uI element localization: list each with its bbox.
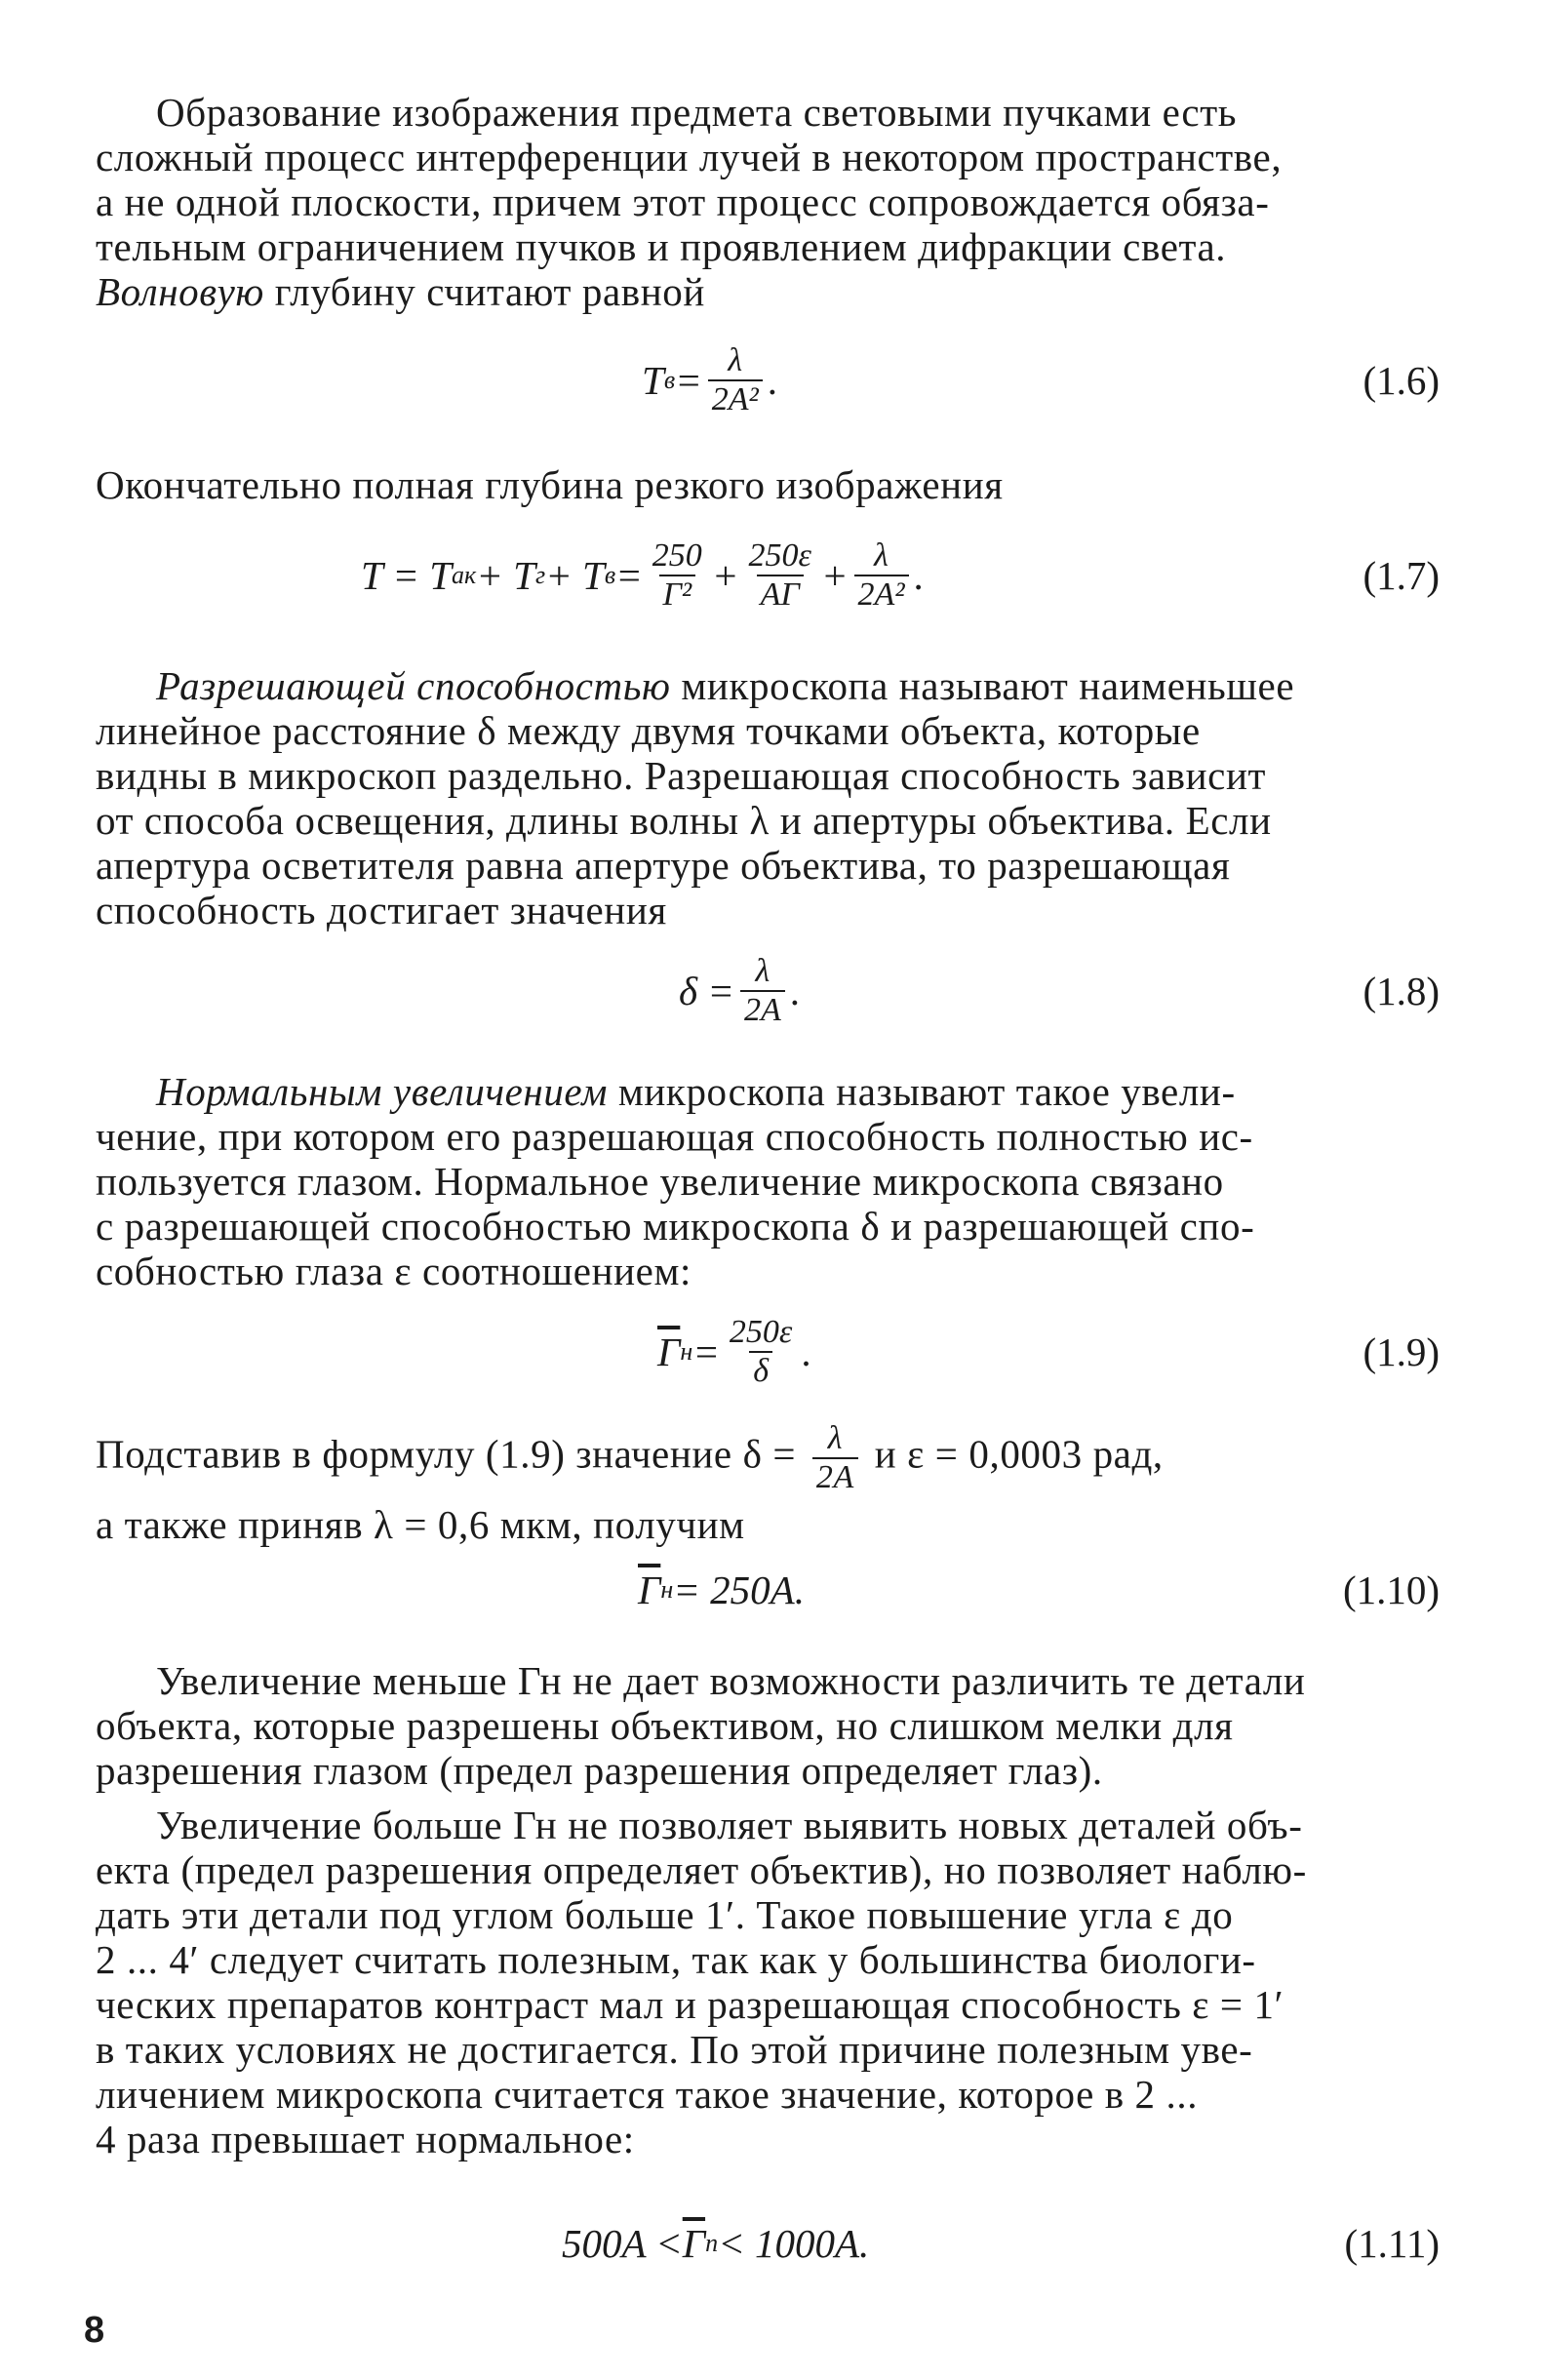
paragraph-full-depth <box>96 462 1440 507</box>
paragraph-normal-magnification <box>96 1069 1440 1293</box>
text-line: тельным ограничением пучков и проявлением дифракции света. <box>96 224 1227 269</box>
formula-punctuation: . <box>768 358 778 403</box>
text-fragment: микроскопа называют такое увели- <box>607 1069 1236 1114</box>
formula-symbol: T = T <box>361 553 453 598</box>
text-line: 4 раза превышает нормальное: <box>96 2117 635 2162</box>
text-line: Окончательно полная глубина резкого изображения <box>96 462 1004 507</box>
fraction-denominator: Г² <box>659 575 696 614</box>
fraction <box>708 342 763 418</box>
formula-symbol: + T <box>476 553 535 598</box>
text-line: Увеличение меньше Гн не дает возможности различить те детали <box>156 1658 1306 1703</box>
fraction-denominator: 2A² <box>854 575 909 614</box>
text-line: сложный процесс интерференции лучей в некотором пространстве, <box>96 135 1283 179</box>
text-line: в таких условиях не достигается. По этой причине полезным уве- <box>96 2027 1253 2072</box>
text-line: собностью глаза ε соотношением: <box>96 1249 692 1293</box>
equation-number: (1.9) <box>1363 1329 1440 1374</box>
formula-subscript: ак <box>452 561 477 589</box>
formula-operator: + <box>711 553 739 598</box>
formula-symbol: + T <box>545 553 605 598</box>
text-fragment: и ε = 0,0003 рад, <box>863 1431 1164 1477</box>
text-line: с разрешающей способностью микроскопа δ и разрешающей спо- <box>96 1204 1255 1249</box>
formula-expression: 500A < <box>562 2221 683 2266</box>
formula-symbol: T <box>642 358 664 403</box>
formula-1-6 <box>96 332 1440 429</box>
formula-1-7 <box>96 527 1440 624</box>
fraction <box>649 537 706 614</box>
formula-expression: = 250A. <box>673 1567 805 1612</box>
text-fragment: Подставив в формулу (1.9) значение δ = <box>96 1431 807 1477</box>
text-fragment: микроскопа называют наименьшее <box>670 663 1295 708</box>
formula-punctuation: . <box>914 553 925 598</box>
formula-subscript: г <box>534 561 546 589</box>
fraction-denominator: 2A² <box>708 379 763 418</box>
fraction-numerator: 250 <box>652 537 702 574</box>
fraction-numerator: λ <box>728 342 743 378</box>
text-line <box>96 663 1440 708</box>
formula-operator: = <box>675 358 702 403</box>
formula-operator: = <box>692 1329 720 1374</box>
fraction <box>812 1420 858 1496</box>
text-line: екта (предел разрешения определяет объектив), но позволяет наблю- <box>96 1847 1307 1892</box>
text-line: способность достигает значения <box>96 888 667 932</box>
fraction-denominator: δ <box>749 1351 772 1390</box>
formula-1-8 <box>96 942 1440 1040</box>
fraction-numerator: λ <box>755 953 770 989</box>
fraction <box>740 953 785 1029</box>
formula-1-11 <box>96 2195 1440 2292</box>
paragraph-wave-depth <box>96 90 1440 314</box>
text-line: Увеличение больше Гн не позволяет выявить новых деталей объ- <box>156 1803 1303 1847</box>
equation-number: (1.6) <box>1363 358 1440 403</box>
text-line <box>96 1420 1440 1496</box>
fraction-denominator: 2A <box>812 1457 858 1496</box>
formula-subscript: в <box>604 561 616 589</box>
text-line: разрешения глазом (предел разрешения определяет глаз). <box>96 1748 1103 1793</box>
term-emphasis: Волновую <box>96 269 264 314</box>
paragraph-lower-magnification <box>96 1658 1440 1793</box>
formula-operator: = <box>615 553 643 598</box>
text-fragment: глубину считают равной <box>263 269 705 314</box>
formula-1-9 <box>96 1303 1440 1401</box>
formula-subscript: в <box>663 366 676 394</box>
formula-subscript: п <box>705 2229 719 2257</box>
equation-number: (1.11) <box>1344 2221 1440 2266</box>
text-line: пользуется глазом. Нормальное увеличение микроскопа связано <box>96 1159 1224 1204</box>
formula-1-10 <box>96 1541 1440 1639</box>
fraction-denominator: 2A <box>740 990 785 1029</box>
paragraph-resolution <box>96 663 1440 932</box>
formula-symbol: Г <box>657 1329 681 1374</box>
text-line: 2 ... 4′ следует считать полезным, так как у большинства биологи- <box>96 1937 1256 1982</box>
text-line: от способа освещения, длины волны λ и апертуры объектива. Если <box>96 798 1272 843</box>
formula-symbol: δ = <box>679 969 734 1013</box>
fraction-numerator: 250ε <box>729 1314 793 1350</box>
term-emphasis: Разрешающей способностью <box>156 663 671 708</box>
formula-expression: < 1000A. <box>718 2221 870 2266</box>
text-line: линейное расстояние δ между двумя точками объекта, которые <box>96 708 1201 753</box>
fraction-numerator: 250ε <box>748 537 811 574</box>
fraction-numerator: λ <box>874 537 889 574</box>
page-number: 8 <box>84 2310 105 2351</box>
text-line <box>96 1069 1440 1114</box>
text-line: Образование изображения предмета световыми пучками есть <box>156 90 1238 135</box>
formula-subscript: н <box>660 1575 674 1604</box>
fraction <box>744 537 814 614</box>
term-emphasis: Нормальным увеличением <box>156 1069 608 1114</box>
text-line: а также приняв λ = 0,6 мкм, получим <box>96 1502 745 1547</box>
equation-number: (1.7) <box>1363 553 1440 598</box>
formula-subscript: н <box>680 1337 693 1366</box>
text-line <box>96 269 1440 314</box>
formula-symbol: Г <box>638 1567 661 1612</box>
formula-punctuation: . <box>790 969 802 1013</box>
fraction-denominator: AГ <box>757 575 804 614</box>
equation-number: (1.10) <box>1342 1567 1440 1612</box>
text-line: ческих препаратов контраст мал и разрешающая способность ε = 1′ <box>96 1982 1284 2027</box>
paragraph-substitution <box>96 1420 1440 1553</box>
text-line: чение, при котором его разрешающая способность полностью ис- <box>96 1114 1253 1159</box>
formula-operator: + <box>820 553 849 598</box>
paragraph-useful-magnification <box>96 1803 1440 2162</box>
text-line: дать эти детали под углом больше 1′. Такое повышение угла ε до <box>96 1892 1234 1937</box>
text-line: а не одной плоскости, причем этот процесс сопровождается обяза- <box>96 179 1270 224</box>
text-line: личением микроскопа считается такое значение, которое в 2 ... <box>96 2072 1199 2117</box>
text-line: объекта, которые разрешены объективом, но слишком мелки для <box>96 1703 1234 1748</box>
equation-number: (1.8) <box>1363 969 1440 1013</box>
fraction <box>854 537 909 614</box>
fraction-numerator: λ <box>827 1420 844 1456</box>
fraction <box>726 1314 796 1390</box>
formula-symbol: Г <box>682 2221 706 2266</box>
text-line: видны в микроскоп раздельно. Разрешающая способность зависит <box>96 753 1267 798</box>
text-line: апертура осветителя равна апертуре объектива, то разрешающая <box>96 843 1231 888</box>
formula-punctuation: . <box>802 1329 812 1374</box>
